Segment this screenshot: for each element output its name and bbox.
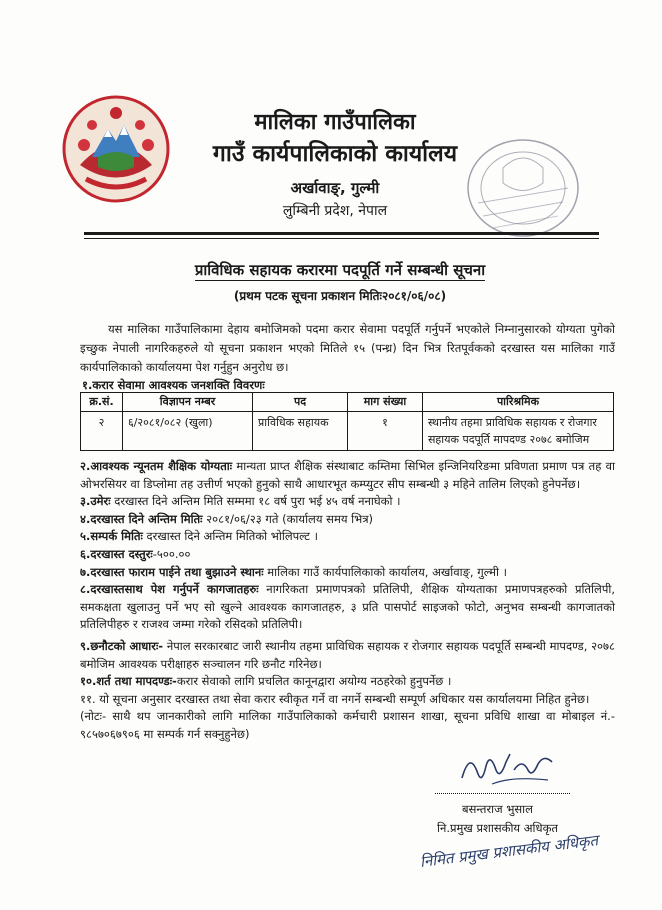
item-text: नागरिकता प्रमाणपत्रको प्रतिलिपी, शैक्षिक योग्यताका प्रमाणपत्रहरुको प्रतिलिपी, समकक्षता खुलाउनु पर्ने भए सो खुल्ने आवश्यक कागजातहरु, ३ प्रति पासपोर्ट साइजको फोटो, अनुभव सम्बन्धी कागजातको प्रतिलिपीहरु र राजश्व जम्मा गरेको रसिदको प्रतिलिपी। (80, 582, 615, 632)
notice-title (60, 260, 620, 280)
cell-sn: २ (81, 412, 123, 451)
item-contact-date (80, 528, 615, 546)
item-text: नेपाल सरकारबाट जारी स्थानीय तहमा प्राविधिक सहायक र रोजगार सहायक पदपूर्ति सम्बन्धी मापदण्ड, २०७८ बमोजिम आवश्यक परीक्षाहरु सञ्चालन गरि छनौट गरिनेछ। (80, 638, 616, 671)
item-label: २.आवश्यक न्यूनतम शैक्षिक योग्यताः (80, 459, 233, 473)
item-qualification (80, 458, 615, 493)
office-address: अर्खावाङ्, गुल्मी (290, 179, 380, 197)
municipality-name: मालिका गाउँपालिका (254, 110, 416, 135)
item-label: ४.दरखास्त दिने अन्तिम मितिः (80, 511, 203, 526)
signature-line (435, 793, 570, 794)
notice-intro: यस मालिका गाउँपालिकामा देहाय बमोजिमको पदमा करार सेवामा पदपूर्ति गर्नुपर्ने भएकोले निम्नानुसारको योग्यता पुगेको इच्छुक नेपाली नागरिकहरुले यो सूचना प्रकाशन भएको मितिले १५ (पन्ध्र) दिन भित्र रितपूर्वकको दरखास्त यस मालिका गाउँ कार्यपालिकाको कार्यालयमा पेश गर्नुहुन अनुरोध छ। (80, 322, 615, 374)
item-text: यो सूचना अनुसार दरखास्त तथा सेवा करार स्वीकृत गर्ने वा नगर्ने सम्बन्धी सम्पूर्ण अधिकार यस कार्यालयमा निहित हुनेछ। (95, 691, 590, 706)
signatory-title: नि.प्रमुख प्रशासकीय अधिकृत (437, 821, 558, 835)
nepal-emblem-icon (62, 95, 170, 203)
item-text: २०८१/०६/२३ गते (कार्यालय समय भित्र) (202, 511, 374, 526)
notice-title-text: प्राविधिक सहायक करारमा पदपूर्ति गर्ने सम्बन्धी सूचना (194, 261, 486, 279)
province-name: लुम्बिनी प्रदेश, नेपाल (282, 203, 388, 219)
notice-items (80, 458, 615, 744)
header-divider (84, 232, 599, 235)
item-age (80, 493, 615, 511)
col-header-sn: क्र.सं. (81, 393, 123, 412)
item-label: ९.छनौटको आधारः- (80, 638, 164, 653)
signatory-name: बसन्तराज भुसाल (462, 802, 533, 816)
office-name: गाउँ कार्यपालिकाको कार्यालय (212, 141, 458, 167)
cell-post: प्राविधिक सहायक (253, 412, 348, 451)
item-label: ७.दरखास्त फाराम पाईने तथा बुझाउने स्थानः (80, 564, 264, 579)
cell-count: १ (348, 412, 423, 451)
item-label: ३.उमेरः (80, 494, 111, 509)
table-header-row (81, 393, 614, 412)
cell-adv: ६/२०८१/०८२ (खुला) (123, 412, 253, 451)
item-authority (80, 691, 615, 709)
item-text: -५००.०० (152, 546, 191, 561)
item-selection-basis (80, 638, 615, 673)
item-label: १०.शर्त तथा मापदण्डः- (80, 674, 177, 689)
item-note: (नोटः- साथै थप जानकारीको लागि मालिका गाउँपालिकाको कर्मचारी प्रशासन शाखा, सूचना प्रविधि शाखा वा मोबाइल नं.- ९८५७०६७९०६ मा सम्पर्क गर्न सक्नुहुनेछ) (80, 709, 615, 741)
col-header-count: माग संख्या (348, 393, 423, 412)
header-divider-thin (84, 238, 599, 239)
item-text: मान्यता प्राप्त शैक्षिक संस्थाबाट कम्तिमा सिभिल इन्जिनियरिङमा प्रविणता प्रमाण पत्र तह वा ओभरसियर वा डिप्लोमा तह उत्तीर्ण भएको हुनुको साथै आधारभूत कम्प्युटर सीप सम्बन्धी ३ महिने तालिम लिएको हुनेपर्नेछ। (80, 459, 615, 491)
item-fee (80, 546, 615, 564)
item-text: करार सेवाको लागि प्रचलित कानूनद्वारा अयोग्य नठहरेको हुनुपर्नेछ । (176, 674, 452, 689)
col-header-post: पद (253, 393, 348, 412)
vacancy-table (80, 392, 614, 451)
office-header (170, 108, 500, 222)
notice-subtitle: (प्रथम पटक सूचना प्रकाशन मितिः२०८१/०६/०८) (233, 289, 447, 303)
cell-pay: स्थानीय तहमा प्राविधिक सहायक र रोजगार सहायक पदपूर्ति मापदण्ड २०७८ बमोजिम (423, 412, 614, 451)
signatory-block (410, 800, 585, 838)
item-text: दरखास्त दिने अन्तिम मिति सम्ममा १८ वर्ष पुरा भई ४५ वर्ष ननाघेको । (110, 494, 401, 509)
item-text: मालिका गाउँ कार्यपालिकाको कार्यालय, अर्खावाङ्, गुल्मी । (263, 564, 507, 579)
office-stamp-icon (458, 128, 588, 248)
item-text: दरखास्त दिने अन्तिम मितिको भोलिपल्ट । (142, 529, 318, 544)
item-deadline (80, 511, 615, 529)
item-label: ६.दरखास्त दस्तुरः (80, 546, 153, 561)
item-label: ५.सम्पर्क मितिः (80, 529, 143, 544)
item-documents (80, 581, 615, 634)
item-conditions (80, 673, 615, 691)
table-row (81, 412, 614, 451)
acting-officer-stamp: निमित प्रमुख प्रशासकीय अधिकृत (418, 831, 599, 871)
col-header-pay: पारिश्रमिक (423, 393, 614, 412)
handwritten-signature-icon (452, 740, 562, 790)
section-1-heading: १.करार सेवामा आवश्यक जनशक्ति विवरणः (82, 378, 265, 392)
item-label: ११. (80, 691, 96, 706)
item-label: ८.दरखास्तसाथ पेश गर्नुपर्ने कागजातहरुः (80, 582, 259, 597)
col-header-adv: विज्ञापन नम्बर (123, 393, 253, 412)
item-place (80, 564, 615, 582)
